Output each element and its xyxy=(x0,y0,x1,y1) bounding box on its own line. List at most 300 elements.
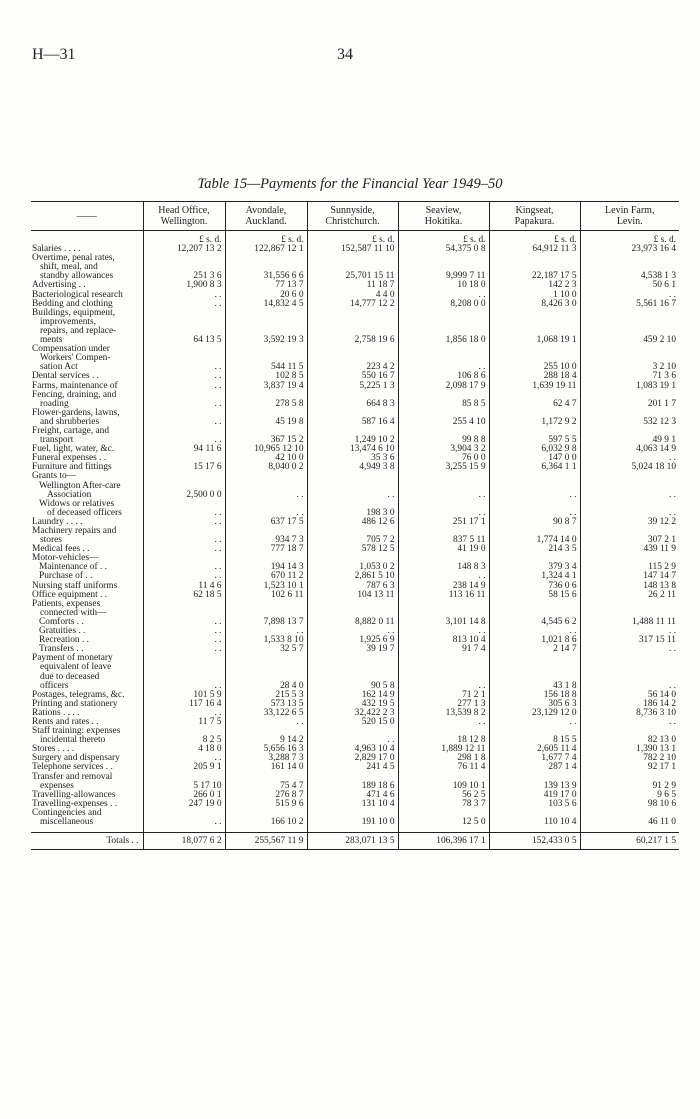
value-cell xyxy=(398,600,489,618)
value-cell: 7,898 13 7 xyxy=(225,618,307,627)
value-cell: 670 11 2 xyxy=(225,572,307,581)
row-label-line: and shrubberies xyxy=(40,416,100,427)
value-cell: 1,900 8 3 xyxy=(143,281,225,290)
row-label-line: Recreation . . xyxy=(39,635,89,646)
table-row xyxy=(31,245,679,254)
row-label xyxy=(31,427,143,445)
table-row xyxy=(31,645,679,654)
value-cell: 4,063 14 9 xyxy=(580,445,679,454)
row-label-line: shift, meal, and xyxy=(40,262,98,273)
column-header xyxy=(580,202,679,231)
value-cell: 3,904 3 2 xyxy=(398,445,489,454)
table-header-row xyxy=(31,202,679,231)
row-label-line: Maintenance of . . xyxy=(39,562,107,573)
value-cell: 166 10 2 xyxy=(225,809,307,827)
value-cell: 787 6 3 xyxy=(307,582,398,591)
value-cell: 1,172 9 2 xyxy=(489,409,580,427)
value-cell: . . xyxy=(580,454,679,463)
value-cell: 637 17 5 xyxy=(225,518,307,527)
value-cell: 56 14 0 xyxy=(580,691,679,700)
value-cell: 28 4 0 xyxy=(225,654,307,690)
row-label-line: sation Act xyxy=(40,362,78,373)
value-cell: 35 3 6 xyxy=(307,454,398,463)
value-cell: . . xyxy=(143,754,225,763)
value-cell: 277 1 3 xyxy=(398,700,489,709)
row-label-line: Postages, telegrams, &c. xyxy=(32,689,125,700)
value-cell: 4,538 1 3 xyxy=(580,254,679,281)
value-cell: 1,677 7 4 xyxy=(489,754,580,763)
table-row xyxy=(31,754,679,763)
table-row xyxy=(31,518,679,527)
value-cell: 162 14 9 xyxy=(307,691,398,700)
row-label-line: equivalent of leave xyxy=(40,662,112,673)
table-row xyxy=(31,427,679,445)
value-cell: 148 13 8 xyxy=(580,582,679,591)
table-row xyxy=(31,372,679,381)
value-cell: . . xyxy=(143,618,225,627)
units-cell: £ s. d. xyxy=(398,231,489,246)
table-row xyxy=(31,382,679,391)
value-cell: 122,867 12 1 xyxy=(225,245,307,254)
value-cell: 198 3 0 xyxy=(307,500,398,518)
value-cell: 25,701 15 11 xyxy=(307,254,398,281)
value-cell: 152,587 11 10 xyxy=(307,245,398,254)
row-label-line: Overtime, penal rates, xyxy=(32,253,115,264)
value-cell xyxy=(225,472,307,481)
value-cell: 2,758 19 6 xyxy=(307,309,398,345)
row-label-line: Association xyxy=(47,489,92,500)
value-cell: . . xyxy=(307,627,398,636)
value-cell: 33,122 6 5 xyxy=(225,709,307,718)
value-cell: . . xyxy=(398,654,489,690)
value-cell: . . xyxy=(580,482,679,500)
row-label-line: Rations . . . . xyxy=(32,707,80,718)
row-label-line: Farms, maintenance of xyxy=(32,380,118,391)
column-place: Auckland. xyxy=(245,216,287,227)
table-row xyxy=(31,791,679,800)
value-cell: . . xyxy=(143,527,225,545)
value-cell: 432 19 5 xyxy=(307,700,398,709)
value-cell: 276 8 7 xyxy=(225,791,307,800)
value-cell: . . xyxy=(143,345,225,372)
table-row xyxy=(31,618,679,627)
row-label-line: Stores . . . . xyxy=(32,744,75,755)
value-cell: 102 8 5 xyxy=(225,372,307,381)
value-cell: 31,556 6 6 xyxy=(225,254,307,281)
table-row xyxy=(31,281,679,290)
value-cell: 62 18 5 xyxy=(143,591,225,600)
value-cell xyxy=(143,600,225,618)
value-cell: 3 2 10 xyxy=(580,345,679,372)
value-cell: 573 13 5 xyxy=(225,700,307,709)
row-label-line: Staff training: expenses xyxy=(32,726,121,737)
value-cell: 288 18 4 xyxy=(489,372,580,381)
value-cell: . . xyxy=(143,572,225,581)
row-label-line: Motor-vehicles— xyxy=(32,553,99,564)
value-cell: 142 2 3 xyxy=(489,281,580,290)
value-cell: 5 17 10 xyxy=(143,773,225,791)
column-header xyxy=(489,202,580,231)
value-cell: 578 12 5 xyxy=(307,545,398,554)
value-cell: . . xyxy=(580,500,679,518)
value-cell: 238 14 9 xyxy=(398,582,489,591)
value-cell: 41 19 0 xyxy=(398,545,489,554)
value-cell: 1,249 10 2 xyxy=(307,427,398,445)
column-name: Kingseat, xyxy=(515,205,554,216)
value-cell: 1,068 19 1 xyxy=(489,309,580,345)
value-cell: 317 15 11 xyxy=(580,636,679,645)
value-cell: 14,777 12 2 xyxy=(307,300,398,309)
row-label xyxy=(31,309,143,345)
row-label-line: roading xyxy=(40,398,69,409)
value-cell: 3,255 15 9 xyxy=(398,463,489,472)
value-cell: 8,736 3 10 xyxy=(580,709,679,718)
value-cell: 459 2 10 xyxy=(580,309,679,345)
column-place: Christchurch. xyxy=(325,216,380,227)
value-cell: 85 8 5 xyxy=(398,391,489,409)
value-cell: 2,500 0 0 xyxy=(143,482,225,500)
value-cell: . . xyxy=(580,645,679,654)
row-label-line: Machinery repairs and xyxy=(32,526,117,537)
value-cell: 1,856 18 0 xyxy=(398,309,489,345)
value-cell: 10 18 0 xyxy=(398,281,489,290)
value-cell: 2 14 7 xyxy=(489,645,580,654)
value-cell: . . xyxy=(143,709,225,718)
value-cell: 11 4 6 xyxy=(143,582,225,591)
units-cell: £ s. d. xyxy=(225,231,307,246)
value-cell: 3,837 19 4 xyxy=(225,382,307,391)
row-label-line: Travelling-expenses . . xyxy=(32,798,118,809)
table-row xyxy=(31,463,679,472)
row-label-line: ments xyxy=(40,335,63,346)
value-cell: . . xyxy=(580,627,679,636)
value-cell: 5,024 18 10 xyxy=(580,463,679,472)
table-row xyxy=(31,809,679,827)
row-label-line: officers xyxy=(40,680,69,691)
value-cell: 104 13 11 xyxy=(307,591,398,600)
value-cell xyxy=(580,600,679,618)
value-cell: 1 10 0 xyxy=(489,291,580,300)
value-cell: 8 2 5 xyxy=(143,727,225,745)
value-cell: 215 5 3 xyxy=(225,691,307,700)
value-cell: . . xyxy=(398,572,489,581)
row-label-line: Salaries . . . . xyxy=(32,244,81,255)
value-cell: 14,832 4 5 xyxy=(225,300,307,309)
row-label-line: Printing and stationery xyxy=(32,698,118,709)
row-label-line: transport xyxy=(40,435,74,446)
value-cell: 287 1 4 xyxy=(489,763,580,772)
value-cell: 64 13 5 xyxy=(143,309,225,345)
value-cell: 307 2 1 xyxy=(580,527,679,545)
value-cell: . . xyxy=(143,563,225,572)
value-cell: 532 12 3 xyxy=(580,409,679,427)
row-label-line: Contingencies and xyxy=(32,807,102,818)
value-cell: 705 7 2 xyxy=(307,527,398,545)
table-row xyxy=(31,627,679,636)
row-label-line: Dental services . . xyxy=(32,371,99,382)
value-cell: . . xyxy=(489,500,580,518)
table-row xyxy=(31,654,679,690)
value-cell: 78 3 7 xyxy=(398,800,489,809)
value-cell: . . xyxy=(143,545,225,554)
value-cell: . . xyxy=(398,500,489,518)
value-cell: 837 5 11 xyxy=(398,527,489,545)
row-label-line: of deceased officers xyxy=(47,507,122,518)
table-row xyxy=(31,309,679,345)
column-name: Head Office, xyxy=(158,205,210,216)
value-cell: 934 7 3 xyxy=(225,527,307,545)
row-label-line: improvements, xyxy=(40,316,96,327)
row-label xyxy=(31,773,143,791)
column-place: Papakura. xyxy=(514,216,555,227)
row-label-line: Laundry . . . . xyxy=(32,516,83,527)
value-cell: 71 2 1 xyxy=(398,691,489,700)
value-cell: 367 15 2 xyxy=(225,427,307,445)
value-cell: 736 0 6 xyxy=(489,582,580,591)
value-cell: 5,561 16 7 xyxy=(580,300,679,309)
value-cell: . . xyxy=(143,372,225,381)
value-cell: 102 6 11 xyxy=(225,591,307,600)
value-cell: 194 14 3 xyxy=(225,563,307,572)
value-cell: 13,474 6 10 xyxy=(307,445,398,454)
value-cell: 544 11 5 xyxy=(225,345,307,372)
value-cell: . . xyxy=(489,627,580,636)
value-cell xyxy=(580,472,679,481)
value-cell xyxy=(489,472,580,481)
units-cell: £ s. d. xyxy=(143,231,225,246)
row-label-line: Furniture and fittings xyxy=(32,462,112,473)
value-cell: 9,999 7 11 xyxy=(398,254,489,281)
value-cell: 3,288 7 3 xyxy=(225,754,307,763)
value-cell: 5,656 16 3 xyxy=(225,745,307,754)
value-cell: 1,639 19 11 xyxy=(489,382,580,391)
value-cell: . . xyxy=(143,645,225,654)
value-cell: 186 14 2 xyxy=(580,700,679,709)
value-cell: 148 8 3 xyxy=(398,563,489,572)
value-cell xyxy=(307,600,398,618)
value-cell xyxy=(489,600,580,618)
value-cell: 45 19 8 xyxy=(225,409,307,427)
value-cell: 139 13 9 xyxy=(489,773,580,791)
value-cell: 101 5 9 xyxy=(143,691,225,700)
column-name: Levin Farm, xyxy=(605,205,655,216)
value-cell: 8 15 5 xyxy=(489,727,580,745)
table-row xyxy=(31,709,679,718)
value-cell: . . xyxy=(580,718,679,727)
value-cell: 39 19 7 xyxy=(307,645,398,654)
value-cell: . . xyxy=(307,482,398,500)
value-cell: . . xyxy=(580,291,679,300)
value-cell: 278 5 8 xyxy=(225,391,307,409)
value-cell: . . xyxy=(225,718,307,727)
value-cell: 110 10 4 xyxy=(489,809,580,827)
value-cell: 214 3 5 xyxy=(489,545,580,554)
row-label-line: Flower-gardens, lawns, xyxy=(32,407,120,418)
value-cell: 90 5 8 xyxy=(307,654,398,690)
table-row xyxy=(31,636,679,645)
value-cell: . . xyxy=(225,627,307,636)
value-cell: 782 2 10 xyxy=(580,754,679,763)
row-label-line: Purchase of . . xyxy=(39,571,93,582)
value-cell: 12 5 0 xyxy=(398,809,489,827)
row-label-line: Comforts . . xyxy=(39,616,84,627)
column-header xyxy=(143,202,225,231)
value-cell: 23,129 12 0 xyxy=(489,709,580,718)
value-cell: 76 11 4 xyxy=(398,763,489,772)
table-row xyxy=(31,572,679,581)
column-place: Hokitika. xyxy=(424,216,463,227)
value-cell: 50 6 1 xyxy=(580,281,679,290)
value-cell: 587 16 4 xyxy=(307,409,398,427)
table-row xyxy=(31,773,679,791)
value-cell: 298 1 8 xyxy=(398,754,489,763)
row-label xyxy=(31,482,143,500)
value-cell: 94 11 6 xyxy=(143,445,225,454)
value-cell: . . xyxy=(489,482,580,500)
value-cell: 26 2 11 xyxy=(580,591,679,600)
table-row xyxy=(31,545,679,554)
row-label-line: Rents and rates . . xyxy=(32,717,99,727)
table-body xyxy=(31,231,679,828)
value-cell: 241 4 5 xyxy=(307,763,398,772)
table-row xyxy=(31,300,679,309)
value-cell: 10,965 12 10 xyxy=(225,445,307,454)
value-cell: . . xyxy=(143,382,225,391)
table-row xyxy=(31,472,679,481)
value-cell: 82 13 0 xyxy=(580,727,679,745)
value-cell xyxy=(307,472,398,481)
value-cell xyxy=(398,472,489,481)
value-cell: 597 5 5 xyxy=(489,427,580,445)
total-cell: 283,071 13 5 xyxy=(307,833,398,850)
value-cell: 6,364 1 1 xyxy=(489,463,580,472)
value-cell: 191 10 0 xyxy=(307,809,398,827)
value-cell: 20 6 0 xyxy=(225,291,307,300)
value-cell: 98 10 6 xyxy=(580,800,679,809)
total-cell: 60,217 1 5 xyxy=(580,833,679,850)
row-label-line: Buildings, equipment, xyxy=(32,307,116,318)
total-cell: 18,077 6 2 xyxy=(143,833,225,850)
value-cell: . . xyxy=(143,636,225,645)
row-label xyxy=(31,254,143,281)
value-cell: 117 16 4 xyxy=(143,700,225,709)
value-cell: 39 12 2 xyxy=(580,518,679,527)
value-cell: 1,390 13 1 xyxy=(580,745,679,754)
row-label xyxy=(31,654,143,690)
value-cell: 251 17 1 xyxy=(398,518,489,527)
row-label xyxy=(31,391,143,409)
corner-header: —— xyxy=(31,202,143,231)
column-place: Levin. xyxy=(616,216,643,227)
table-row xyxy=(31,454,679,463)
row-label-line: Fuel, light, water, &c. xyxy=(32,444,115,455)
value-cell: 813 10 4 xyxy=(398,636,489,645)
row-label-line: Fencing, draining, and xyxy=(32,389,117,400)
table-row xyxy=(31,345,679,372)
table-row xyxy=(31,582,679,591)
table-row xyxy=(31,718,679,727)
value-cell: 11 7 5 xyxy=(143,718,225,727)
value-cell: 247 19 0 xyxy=(143,800,225,809)
value-cell: 13,539 8 2 xyxy=(398,709,489,718)
column-header xyxy=(225,202,307,231)
value-cell: 2,098 17 9 xyxy=(398,382,489,391)
page-number: 34 xyxy=(337,46,353,63)
row-label-line: Telephone services . . xyxy=(32,762,113,773)
value-cell: 4 18 0 xyxy=(143,745,225,754)
value-cell: 62 4 7 xyxy=(489,391,580,409)
row-label-line: Advertising . . xyxy=(32,280,86,291)
table-row xyxy=(31,763,679,772)
value-cell: . . xyxy=(143,291,225,300)
column-name: Sunnyside, xyxy=(330,205,375,216)
value-cell: 11 18 7 xyxy=(307,281,398,290)
value-cell: 92 17 1 xyxy=(580,763,679,772)
row-label xyxy=(31,727,143,745)
value-cell: 5,225 1 3 xyxy=(307,382,398,391)
value-cell: 64,912 11 3 xyxy=(489,245,580,254)
table-row xyxy=(31,482,679,500)
row-label-line: Transfers . . xyxy=(39,644,84,655)
value-cell: . . xyxy=(143,409,225,427)
row-label-line: Bacteriological research xyxy=(32,289,123,300)
value-cell: 8,882 0 11 xyxy=(307,618,398,627)
column-name: Avondale, xyxy=(245,205,287,216)
column-place: Wellington. xyxy=(160,216,208,227)
value-cell: 189 18 6 xyxy=(307,773,398,791)
row-label xyxy=(31,809,143,827)
value-cell: 664 8 3 xyxy=(307,391,398,409)
value-cell: 205 9 1 xyxy=(143,763,225,772)
value-cell: 15 17 6 xyxy=(143,463,225,472)
row-label-line: Gratuities . . xyxy=(39,626,86,637)
value-cell: 32,422 2 3 xyxy=(307,709,398,718)
value-cell: 75 4 7 xyxy=(225,773,307,791)
value-cell: 305 6 3 xyxy=(489,700,580,709)
total-cell: 106,396 17 1 xyxy=(398,833,489,850)
column-header xyxy=(398,202,489,231)
value-cell: 2,829 17 0 xyxy=(307,754,398,763)
units-cell: £ s. d. xyxy=(580,231,679,246)
row-label-line: Wellington After-care xyxy=(39,480,121,491)
value-cell: 147 14 7 xyxy=(580,572,679,581)
table-title: Table 15—Payments for the Financial Year 1949–50 xyxy=(197,176,503,192)
units-row xyxy=(31,231,679,246)
value-cell: 106 8 6 xyxy=(398,372,489,381)
value-cell: 109 10 1 xyxy=(398,773,489,791)
value-cell: . . xyxy=(143,300,225,309)
value-cell: 46 11 0 xyxy=(580,809,679,827)
row-label-line: due to deceased xyxy=(40,671,100,682)
value-cell: 58 15 6 xyxy=(489,591,580,600)
total-cell: 152,433 0 5 xyxy=(489,833,580,850)
table-row xyxy=(31,527,679,545)
value-cell: 43 1 8 xyxy=(489,654,580,690)
table-row xyxy=(31,600,679,618)
value-cell: 18 12 8 xyxy=(398,727,489,745)
table-row xyxy=(31,800,679,809)
value-cell: 379 3 4 xyxy=(489,563,580,572)
value-cell: 223 4 2 xyxy=(307,345,398,372)
page-header xyxy=(0,46,700,68)
value-cell: . . xyxy=(489,718,580,727)
value-cell: 266 0 1 xyxy=(143,791,225,800)
value-cell: 113 16 11 xyxy=(398,591,489,600)
units-cell: £ s. d. xyxy=(489,231,580,246)
row-label xyxy=(31,500,143,518)
row-label-line: Workers' Compen- xyxy=(40,353,111,364)
value-cell: 550 16 7 xyxy=(307,372,398,381)
